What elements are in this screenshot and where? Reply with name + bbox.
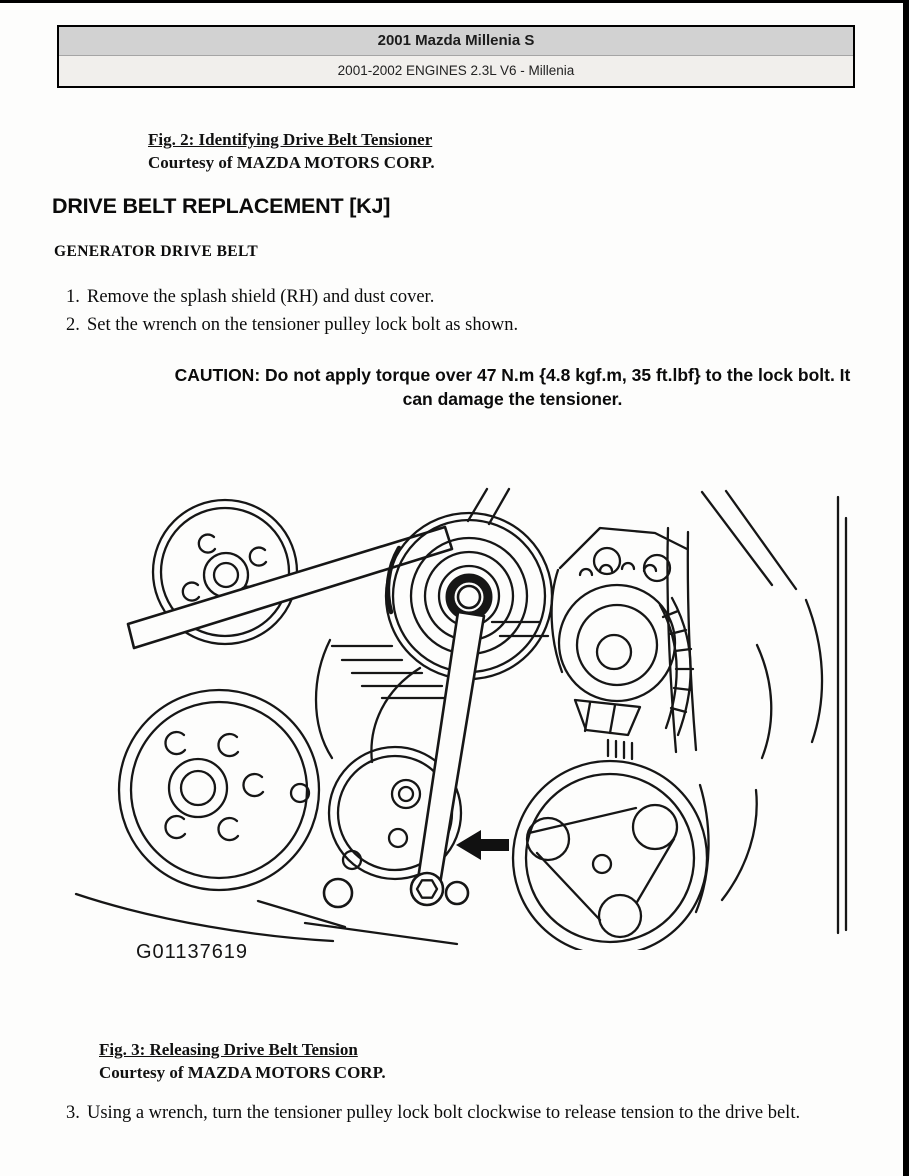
compressor-pulley — [513, 761, 707, 950]
caution-note: CAUTION: Do not apply torque over 47 N.m {4.8 kgf.m, 35 ft.lbf} to the lock bolt. It can damage the tensioner. — [174, 365, 851, 409]
frame-line — [76, 894, 333, 941]
step-3-text: Using a wrench, turn the tensioner pulley lock bolt clockwise to release tension to the drive belt. — [87, 1103, 801, 1123]
figure2-caption-block — [148, 128, 435, 174]
water-pump-cluster — [552, 528, 696, 759]
block-line — [726, 491, 796, 589]
vehicle-title: 2001 Mazda Millenia S — [59, 27, 853, 55]
crankshaft-pulley — [119, 690, 319, 890]
engine-belt-diagram — [70, 450, 870, 950]
page-top-border — [0, 0, 909, 3]
block-line — [468, 489, 487, 521]
turn-direction-arrow-icon — [456, 830, 509, 860]
figure3-caption-link[interactable]: Fig. 3: Releasing Drive Belt Tension — [99, 1040, 358, 1059]
figure2-caption-link[interactable]: Fig. 2: Identifying Drive Belt Tensioner — [148, 130, 433, 149]
figure-id-label: G01137619 — [136, 941, 249, 963]
subsection-title: GENERATOR DRIVE BELT — [54, 243, 259, 260]
block-line — [757, 645, 771, 758]
figure3-credit: Courtesy of MAZDA MOTORS CORP. — [99, 1063, 386, 1082]
step-2-number: 2. — [66, 315, 80, 335]
page-right-border — [903, 0, 909, 1176]
block-line — [722, 790, 757, 900]
vehicle-header — [57, 25, 855, 88]
engine-diagram-drawing — [70, 450, 870, 950]
block-hatching — [316, 622, 548, 762]
block-line — [806, 600, 822, 742]
figure3-caption-block — [99, 1038, 386, 1084]
step-1-number: 1. — [66, 287, 80, 307]
step-2-text: Set the wrench on the tensioner pulley lock bolt as shown. — [87, 315, 519, 335]
step-3-number: 3. — [66, 1103, 80, 1123]
figure2-credit: Courtesy of MAZDA MOTORS CORP. — [148, 153, 435, 172]
vehicle-subtitle: 2001-2002 ENGINES 2.3L V6 - Millenia — [59, 55, 853, 86]
step-1-text: Remove the splash shield (RH) and dust cover. — [87, 287, 435, 307]
page-title: DRIVE BELT REPLACEMENT [KJ] — [52, 194, 391, 218]
